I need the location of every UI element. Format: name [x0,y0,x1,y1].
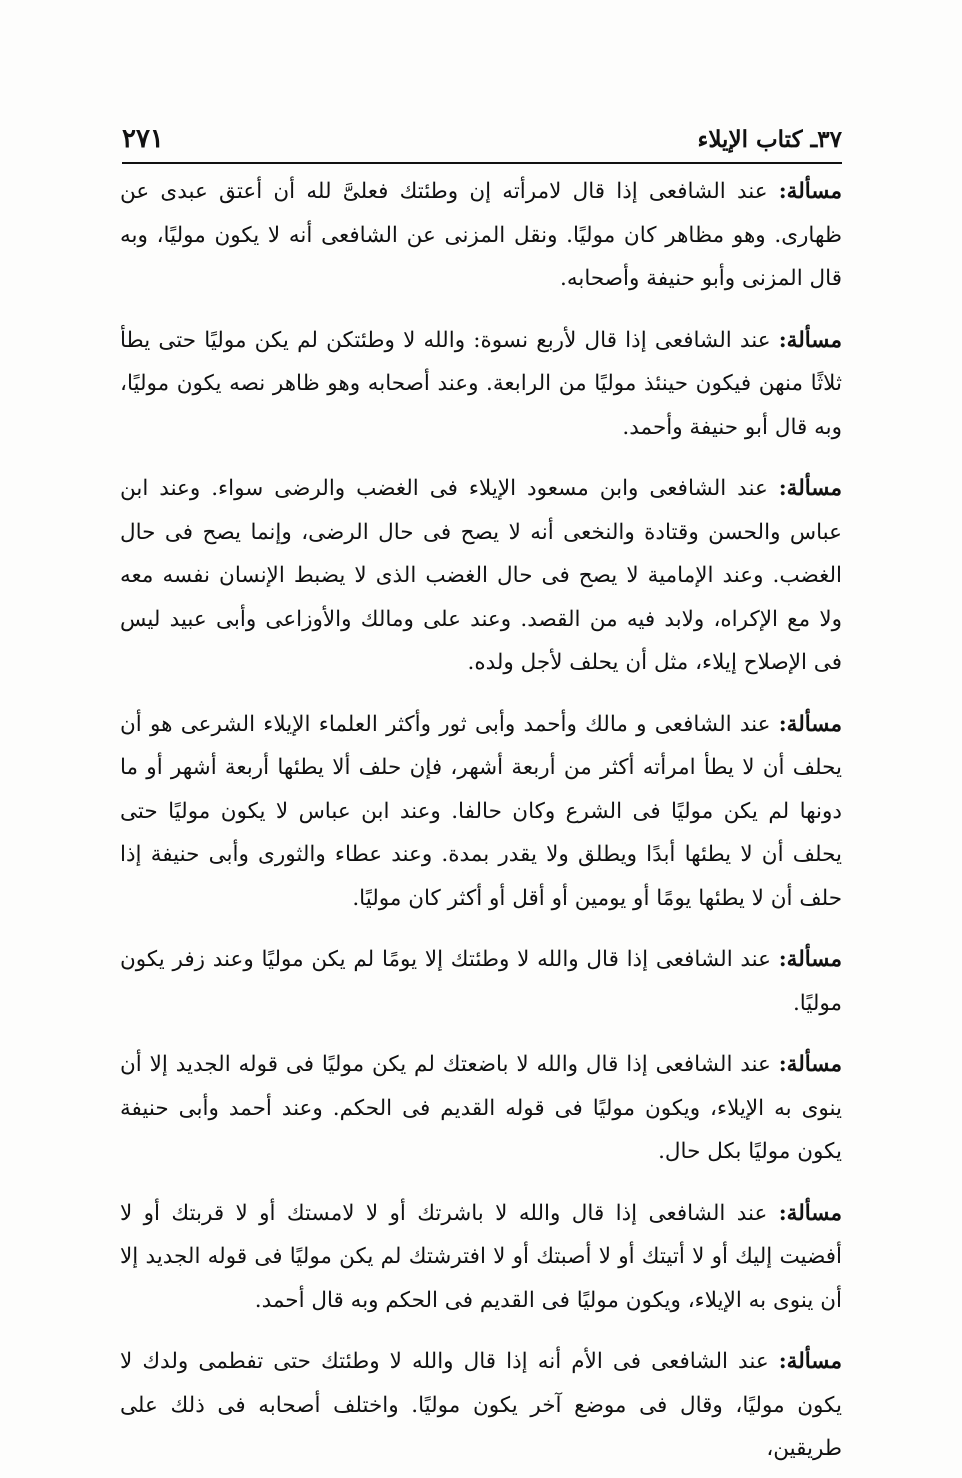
paragraph-text: عند الشافعى إذا قال لامرأته إن وطئتك فعلىَّ لله أن أعتق عبدى عن ظهارى. وهو مظاهر كان موليًا. ونقل المزنى عن الشافعى أنه لا يكون موليًا، وبه قال المزنى وأبو حنيفة وأصحابه. [120,179,842,291]
issue-label: مسألة: [778,1200,842,1226]
paragraph [120,1192,842,1323]
chapter-title: ٣٧ـ كتاب الإيلاء [697,126,842,153]
paragraph-text: عند الشافعى فى الأم أنه إذا قال والله لا وطئتك حتى تفطمى ولدك لا يكون موليًا، وقال فى موضع آخر يكون موليًا. واختلف أصحابه فى ذلك على طريقين، [120,1349,842,1461]
paragraph [120,467,842,685]
issue-label: مسألة: [778,947,842,972]
issue-label: مسألة: [778,476,842,501]
issue-label: مسألة: [778,327,842,353]
paragraph-text: عند الشافعى إذا قال والله لا باشرتك أو لا لامستك أو لا قربتك أو لا أفضيت إليك أو لا أتيتك أو لا أصبتك أو لا افترشتك لم يكن موليًا فى قوله الجديد إلا أن ينوى به الإيلاء، ويكون موليًا فى القديم فى الحكم وبه قال أحمد. [120,1200,842,1313]
paragraph [120,1340,842,1471]
running-header [122,118,842,164]
issue-label: مسألة: [778,1349,842,1374]
paragraph [120,703,842,921]
page-number: ٢٧١ [122,124,164,154]
paragraph [120,938,842,1025]
paragraph [120,319,842,450]
issue-label: مسألة: [778,711,842,737]
paragraph-text: عند الشافعى إذا قال لأربع نسوة: والله لا وطئتكن لم يكن موليًا حتى يطأ ثلاثًا منهن فيكون حينئذ موليًا من الرابعة. وعند أصحابه وهو ظاهر نصه يكون موليًا، وبه قال أبو حنيفة وأحمد. [120,327,842,440]
paragraph-text: عند الشافعى وابن مسعود الإيلاء فى الغضب والرضى سواء. وعند ابن عباس والحسن وقتادة والنخعى أنه لا يصح فى حال الرضى، وإنما يصح فى حال الغضب. وعند الإمامية لا يصح فى حال الغضب الذى لا يضبط الإنسان نفسه معه ولا مع الإكراه، ولابد فيه من القصد. وعند على ومالك والأوزاعى وأبى عبيد ليس فى الإصلاح إيلاء، مثل أن يحلف لأجل ولده. [120,476,842,675]
paragraph-text: عند الشافعى إذا قال والله لا باضعتك لم يكن موليًا فى قوله الجديد إلا أن ينوى به الإيلاء، ويكون موليًا فى قوله القديم فى الحكم. وعند أحمد وأبى حنيفة يكون موليًا بكل حال. [120,1052,842,1164]
issue-label: مسألة: [778,179,842,204]
body-text [120,170,842,1461]
issue-label: مسألة: [778,1052,842,1077]
paragraph-text: عند الشافعى و مالك وأحمد وأبى ثور وأكثر العلماء الإيلاء الشرعى هو أن يحلف أن لا يطأ امرأته أكثر من أربعة أشهر، فإن حلف ألا يطئها أربعة أشهر أو ما دونها لم يكن موليًا فى الشرع وكان حالفا. وعند ابن عباس لا يكون موليًا حتى يحلف أن لا يطئها أبدًا ويطلق ولا يقدر بمدة. وعند عطاء والثورى وأبى حنيفة إذا حلف أن لا يطئها يومًا أو يومين أو أقل أو أكثر كان موليًا. [120,711,842,911]
paragraph [120,1043,842,1174]
paragraph [120,170,842,301]
paragraph-text: عند الشافعى إذا قال والله لا وطئتك إلا يومًا لم يكن موليًا وعند زفر يكون موليًا. [120,947,842,1016]
